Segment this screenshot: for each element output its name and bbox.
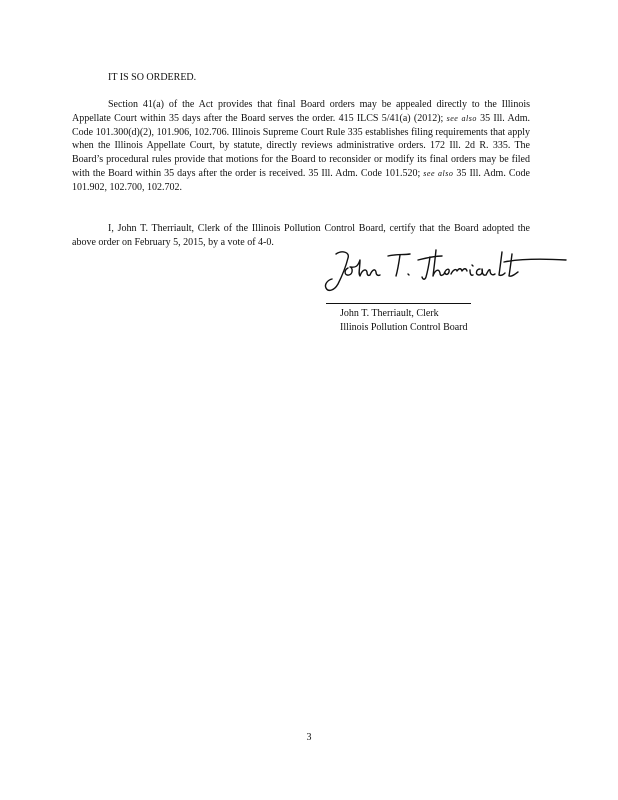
order-statement: IT IS SO ORDERED. xyxy=(108,72,197,83)
see-also-citation-signal: see also xyxy=(446,113,477,123)
signatory-organization: Illinois Pollution Control Board xyxy=(340,322,468,333)
appeal-text-part3: 35 Ill. Adm. Code 101.902, 102.700, 102.702. xyxy=(72,167,530,193)
signature-rule xyxy=(326,303,471,304)
appeal-paragraph xyxy=(72,98,530,195)
certification-text: I, John T. Therriault, Clerk of the Illinois Pollution Control Board, certify that the Board adopted the above order on February 5, 2015, by a vote of 4-0. xyxy=(72,223,530,248)
appeal-text-part2: 35 Ill. Adm. Code 101.300(d)(2), 101.906, 102.706. Illinois Supreme Court Rule 335 establishes filing requirements that apply when the Illinois Appellate Court, by statute, directly reviews administrative orders. 172 Ill. 2d R. 335. The Board’s procedural rules provide that motions for the Board to reconsider or modify its final orders may be filed with the Board within 35 days after the order is received. 35 Ill. Adm. Code 101.520; xyxy=(72,112,530,179)
see-also-citation-signal-2: see also xyxy=(423,168,454,178)
page-number: 3 xyxy=(306,732,312,743)
signatory-name-title: John T. Therriault, Clerk xyxy=(340,308,439,319)
appeal-text-part1: Section 41(a) of the Act provides that final Board orders may be appealed directly to the Illinois Appellate Court within 35 days after the Board serves the order. 415 ILCS 5/41(a) (2012); xyxy=(72,99,530,124)
handwritten-signature xyxy=(322,246,568,296)
